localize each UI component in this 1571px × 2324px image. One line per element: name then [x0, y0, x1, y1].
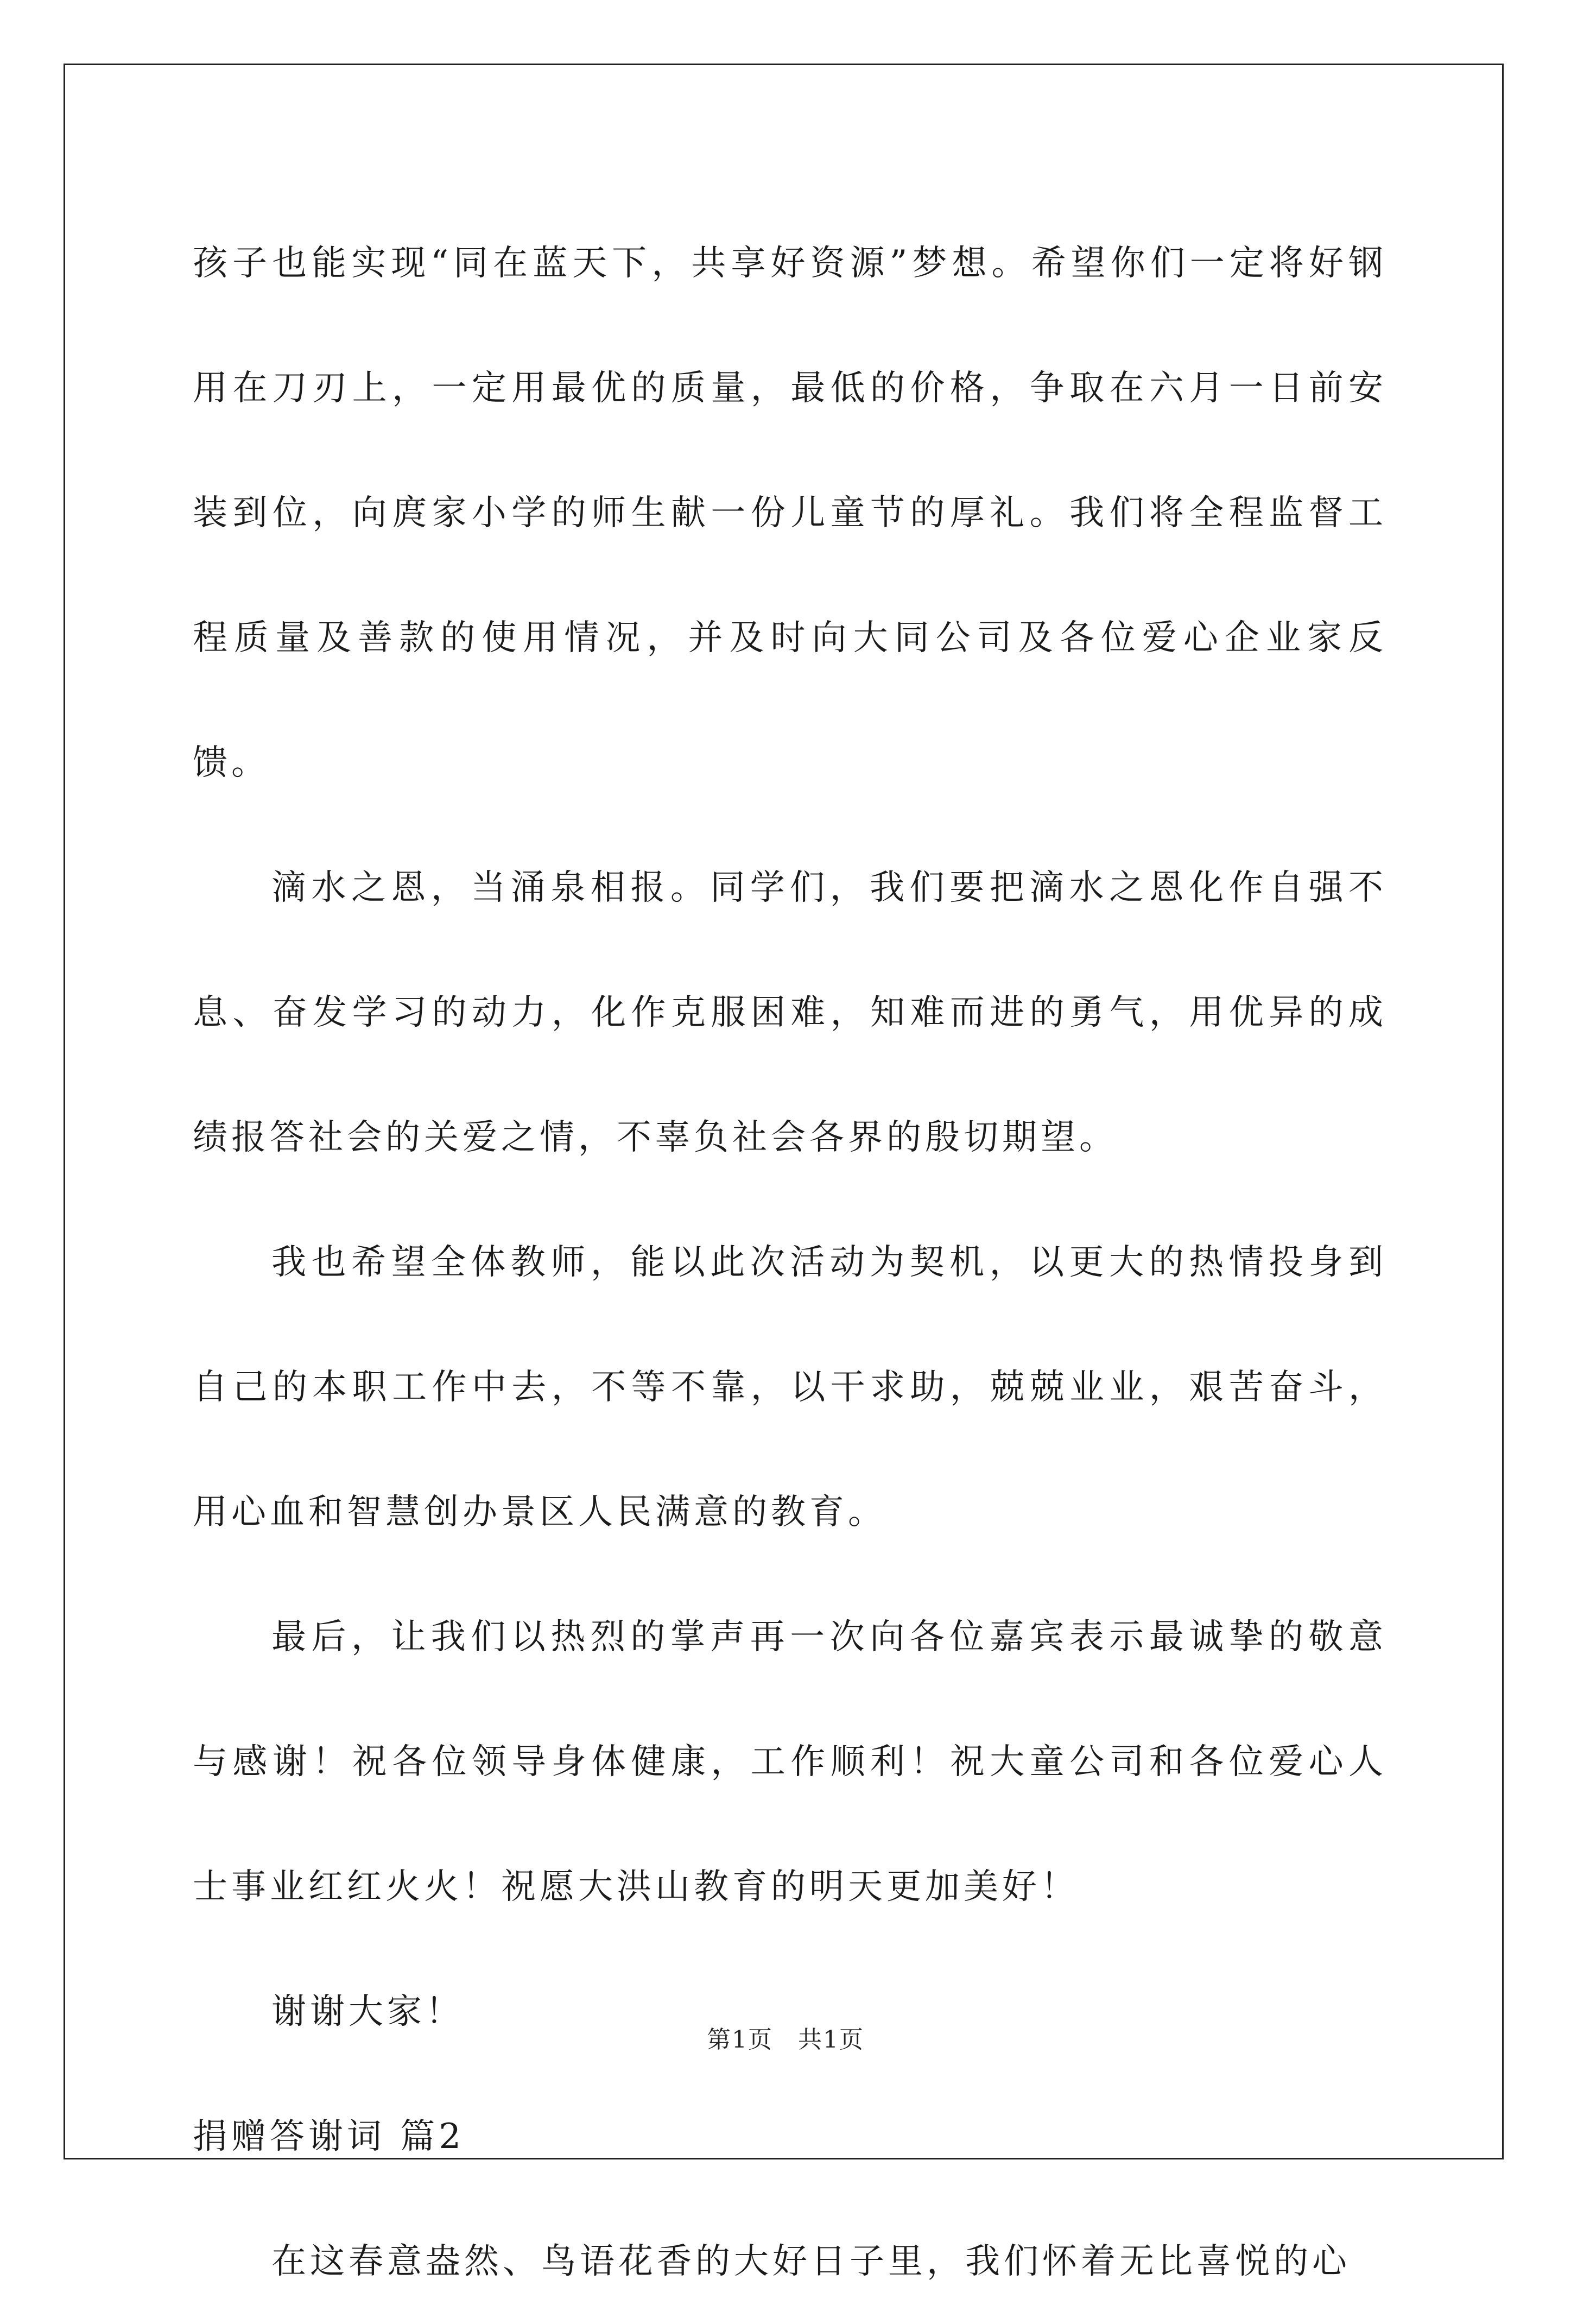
page-footer: 第1页 共1页	[707, 2026, 864, 2054]
section-heading: 捐赠答谢词 篇2	[193, 2117, 465, 2157]
document-body	[193, 201, 1387, 2324]
paragraph-gratitude: 滴水之恩，当涌泉相报。同学们，我们要把滴水之恩化作自强不息、奋发学习的动力，化作克服困难，知难而进的勇气，用优异的成绩报答社会的关爱之情，不辜负社会各界的殷切期望。	[193, 868, 1387, 1158]
paragraph-thanks: 谢谢大家！	[271, 1992, 464, 2032]
paragraph-section2-opening: 在这春意盎然、鸟语花香的大好日子里，我们怀着无比喜悦的心	[271, 2241, 1351, 2282]
paragraph-continuation: 孩子也能实现“同在蓝天下，共享好资源”梦想。希望你们一定将好钢用在刀刃上，一定用最优的质量，最低的价格，争取在六月一日前安装到位，向庹家小学的师生献一份儿童节的厚礼。我们将全程监督工程质量及善款的使用情况，并及时向大同公司及各位爱心企业家反馈。	[193, 243, 1387, 783]
paragraph-closing: 最后，让我们以热烈的掌声再一次向各位嘉宾表示最诚挚的敬意与感谢！祝各位领导身体健康，工作顺利！祝大童公司和各位爱心人士事业红红火火！祝愿大洪山教育的明天更加美好！	[193, 1617, 1387, 1907]
paragraph-teachers: 我也希望全体教师，能以此次活动为契机，以更大的热情投身到自己的本职工作中去，不等不靠，以干求助，兢兢业业，艰苦奋斗，用心血和智慧创办景区人民满意的教育。	[193, 1242, 1387, 1532]
